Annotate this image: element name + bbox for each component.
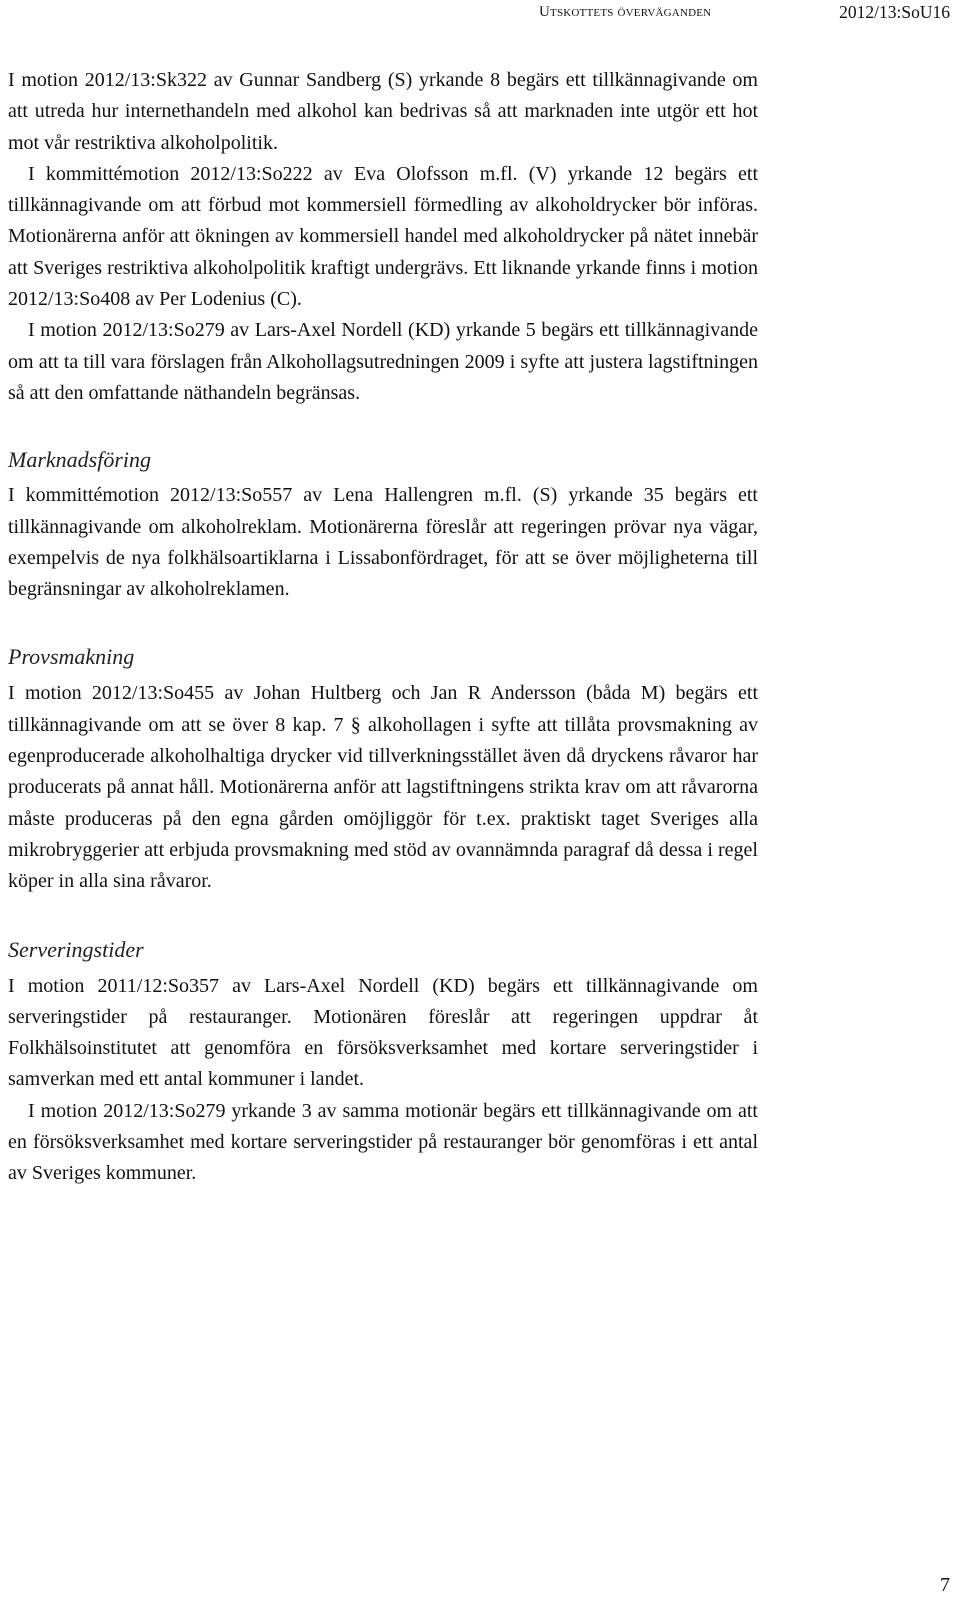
document-body <box>8 65 758 1190</box>
page-number: 7 <box>940 1574 950 1596</box>
paragraph-alcohol-advertising: I kommittémotion 2012/13:So557 av Lena Hallengren m.fl. (S) yrkande 35 begärs ett tillkännagivande om alkoholreklam. Motionärerna föreslår att regeringen prövar nya vägar, exempelvis de nya folkhälsoartiklarna i Lissabonfördraget, för att se över möjligheterna till begränsningar av alkoholreklamen. <box>8 484 758 601</box>
paragraph-tasting: I motion 2012/13:So455 av Johan Hultberg och Jan R Andersson (båda M) begärs ett tillkännagivande om att se över 8 kap. 7 § alkohollagen i syfte att tillåta provsmakning av egenproducerade alkoholhaltiga drycker vid tillverkningsstället även då dryckens råvaror har producerats på annat håll. Motionärerna anför att lagstiftningens strikta krav om att råvarorna måste produceras på den egna gården omöjliggör för t.ex. praktiskt taget Sveriges alla mikrobryggerier att erbjuda provsmakning med stöd av ovannämnda paragraf då dessa i regel köper in alla sina råvaror. <box>8 682 758 893</box>
page-header <box>0 0 960 30</box>
paragraph-serving-hours: I motion 2011/12:So357 av Lars-Axel Nordell (KD) begärs ett tillkännagivande om serveringstider på restauranger. Motionären föreslår att regeringen uppdrar åt Folkhälsoinstitutet att genomföra en försöksverksamhet med kortare serveringstider i samverkan med ett antal kommuner i landet. <box>8 974 758 1091</box>
paragraph-commercial-mediation: I kommittémotion 2012/13:So222 av Eva Olofsson m.fl. (V) yrkande 12 begärs ett tillkännagivande om att förbud mot kommersiell förmedling av alkoholdrycker bör införas. Motionärerna anför att ökningen av kommersiell handel med alkoholdrycker på nätet innebär att Sveriges restriktiva alkoholpolitik kraftigt undergrävs. Ett liknande yrkande finns i motion 2012/13:So408 av Per Lodenius (C). <box>8 162 758 311</box>
heading-serveringstider: Serveringstider <box>8 936 144 962</box>
running-header-report-id: 2012/13:SoU16 <box>839 2 950 22</box>
heading-marknadsforing: Marknadsföring <box>8 447 151 473</box>
paragraph-trial-activity: I motion 2012/13:So279 yrkande 3 av samma motionär begärs ett tillkännagivande om att en försöksverksamhet med kortare serveringstider på restauranger bör genomföras i ett antal av Sveriges kommuner. <box>8 1099 758 1185</box>
heading-provsmakning: Provsmakning <box>8 644 135 670</box>
running-header-section: Utskottets överväganden <box>539 4 712 20</box>
paragraph-alcohol-inquiry: I motion 2012/13:So279 av Lars-Axel Nordell (KD) yrkande 5 begärs ett tillkännagivande om att ta till vara förslagen från Alkohollagsutredningen 2009 i syfte att justera lagstiftningen så att den omfattande näthandeln begränsas. <box>8 319 758 404</box>
paragraph-internet-trade: I motion 2012/13:Sk322 av Gunnar Sandberg (S) yrkande 8 begärs ett tillkännagivande om att utreda hur internethandeln med alkohol kan bedrivas så att marknaden inte utgör ett hot mot vår restriktiva alkoholpolitik. <box>8 69 758 154</box>
